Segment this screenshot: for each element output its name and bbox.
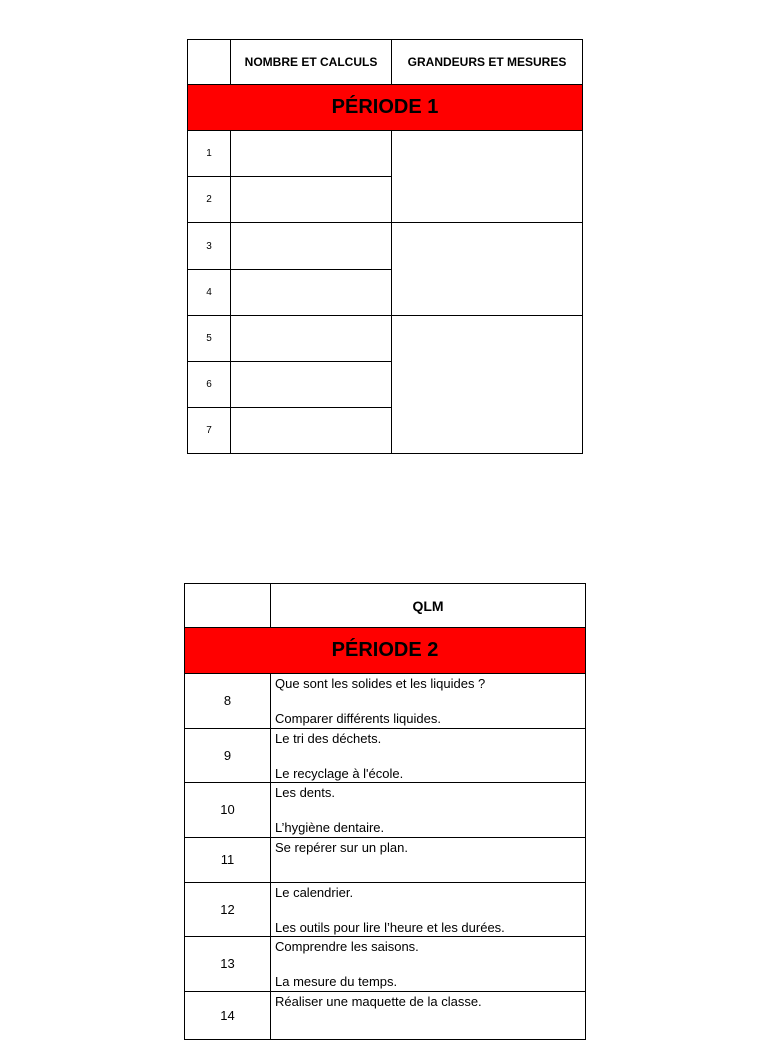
row-number: 10 [185, 783, 271, 838]
qlm-cell [271, 991, 586, 1039]
corner-cell [188, 40, 231, 85]
period-1-table [187, 39, 583, 454]
qlm-line: Les outils pour lire l’heure et les durées. [275, 919, 505, 935]
row-number: 6 [188, 362, 231, 408]
row-number: 3 [188, 223, 231, 270]
qlm-cell [271, 937, 586, 992]
qlm-line: Réaliser une maquette de la classe. [275, 993, 482, 1009]
row-number: 13 [185, 937, 271, 992]
qlm-line: Le calendrier. [275, 884, 354, 900]
table-row [185, 728, 586, 783]
header-row [188, 40, 583, 85]
qlm-cell [271, 882, 586, 937]
row-number: 11 [185, 837, 271, 882]
column-header-grandeurs: GRANDEURS ET MESURES [392, 40, 583, 85]
period-2-table [184, 583, 586, 1040]
row-number: 1 [188, 131, 231, 177]
qlm-line: Le tri des déchets. [275, 730, 382, 746]
table-row [188, 223, 583, 270]
table-row [188, 131, 583, 177]
row-number: 14 [185, 991, 271, 1039]
row-number: 12 [185, 882, 271, 937]
row-number: 4 [188, 270, 231, 316]
nombre-cell [231, 316, 392, 362]
qlm-cell [271, 674, 586, 729]
nombre-cell [231, 131, 392, 177]
nombre-cell [231, 408, 392, 454]
qlm-line: Se repérer sur un plan. [275, 839, 408, 855]
row-number: 9 [185, 728, 271, 783]
nombre-cell [231, 362, 392, 408]
table-row [185, 991, 586, 1039]
period-banner-row [185, 628, 586, 674]
qlm-line: Comparer différents liquides. [275, 711, 441, 726]
nombre-cell [231, 177, 392, 223]
corner-cell [185, 584, 271, 628]
table-row [185, 837, 586, 882]
table-row [185, 674, 586, 729]
table-row [185, 937, 586, 992]
qlm-line: Les dents. [275, 785, 335, 800]
row-number: 5 [188, 316, 231, 362]
row-number: 2 [188, 177, 231, 223]
qlm-line: La mesure du temps. [275, 974, 398, 989]
table-row [185, 882, 586, 937]
row-number: 8 [185, 674, 271, 729]
header-row [185, 584, 586, 628]
nombre-cell [231, 270, 392, 316]
qlm-line: L’hygiène dentaire. [275, 820, 385, 835]
table-row [185, 783, 586, 838]
grandeurs-cell [392, 316, 583, 454]
qlm-cell [271, 728, 586, 783]
qlm-cell [271, 783, 586, 838]
column-header-qlm: QLM [271, 584, 586, 628]
qlm-line: Que sont les solides et les liquides ? [275, 676, 486, 691]
table-row [188, 316, 583, 362]
period-title: PÉRIODE 2 [185, 628, 586, 674]
grandeurs-cell [392, 223, 583, 316]
qlm-line: Comprendre les saisons. [275, 939, 419, 954]
period-banner-row [188, 85, 583, 131]
nombre-cell [231, 223, 392, 270]
qlm-line: Le recyclage à l'école. [275, 765, 404, 781]
grandeurs-cell [392, 131, 583, 223]
row-number: 7 [188, 408, 231, 454]
period-title: PÉRIODE 1 [188, 85, 583, 131]
column-header-nombre: NOMBRE ET CALCULS [231, 40, 392, 85]
qlm-cell [271, 837, 586, 882]
